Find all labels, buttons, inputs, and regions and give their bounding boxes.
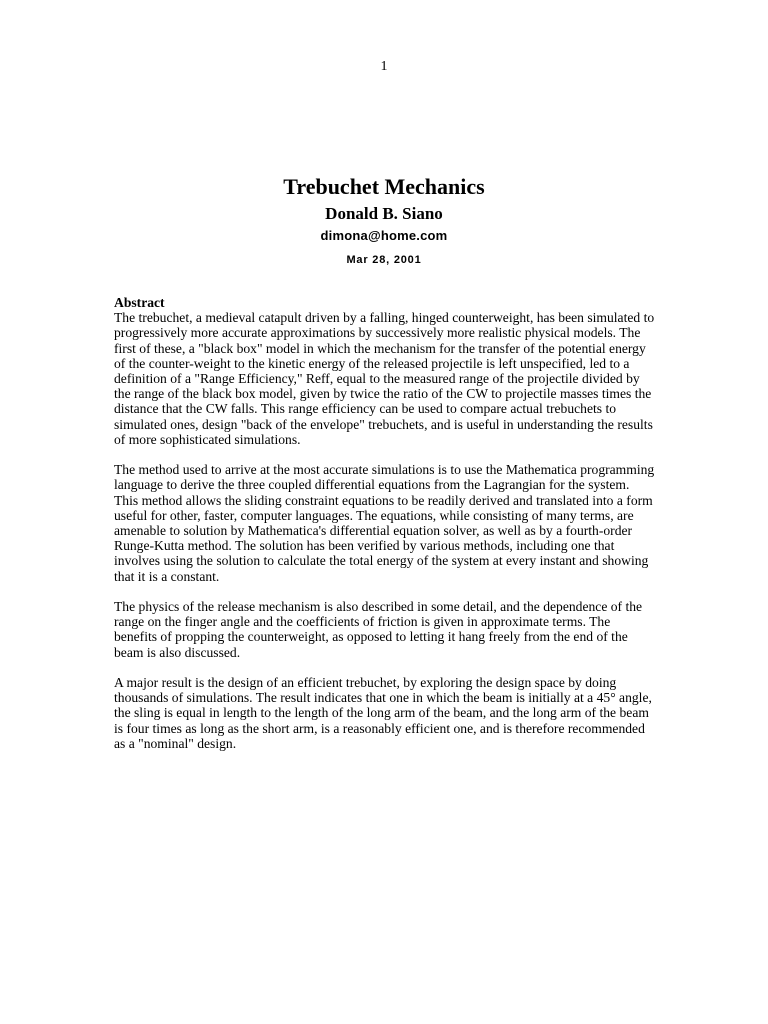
abstract-paragraph: The method used to arrive at the most accurate simulations is to use the Mathematica programming language to derive the three coupled differential equations from the Lagrangian for the system. This method allows the sliding constraint equations to be readily derived and translated into a form useful for other, faster, computer languages. The equations, while consisting of many terms, are amenable to solution by Mathematica's differential equation solver, as well as by a fourth-order Runge-Kutta method. The solution has been verified by various methods, including one that involves using the solution to calculate the total energy of the system at every instant and showing that it is a constant. — [114, 462, 655, 584]
abstract-paragraph: A major result is the design of an efficient trebuchet, by exploring the design space by doing thousands of simulations. The result indicates that one in which the beam is initially at a 45° angle, the sling is equal in length to the length of the long arm of the beam, and the long arm of the beam is four times as long as the short arm, is a reasonably efficient one, and is therefore recommended as a "nominal" design. — [114, 675, 652, 751]
page-number: 1 — [380, 59, 388, 74]
document-date: Mar 28, 2001 — [346, 254, 422, 266]
author-name: Donald B. Siano — [325, 204, 443, 223]
abstract-section — [114, 295, 656, 766]
abstract-paragraph: The physics of the release mechanism is also described in some detail, and the dependence of the range on the finger angle and the coefficients of friction is given in approximate terms. The benefits of propping the counterweight, as opposed to letting it hang freely from the end of the beam is also discussed. — [114, 599, 643, 660]
document-title: Trebuchet Mechanics — [283, 174, 485, 199]
author-email: dimona@home.com — [320, 228, 448, 243]
abstract-heading: Abstract — [114, 295, 165, 310]
abstract-paragraph: The trebuchet, a medieval catapult driven by a falling, hinged counterweight, has been simulated to progressively more accurate approximations by successively more realistic physical models. The first of these, a "black box" model in which the mechanism for the transfer of the potential energy of the counter-weight to the kinetic energy of the released projectile is left unspecified, led to a definition of a "Range Efficiency," Reff, equal to the measured range of the projectile divided by the range of the black box model, given by twice the ratio of the CW to projectile masses times the distance that the CW falls. This range efficiency can be used to compare actual trebuchets to simulated ones, design "back of the envelope" trebuchets, and is useful in understanding the results of more sophisticated simulations. — [114, 310, 655, 447]
